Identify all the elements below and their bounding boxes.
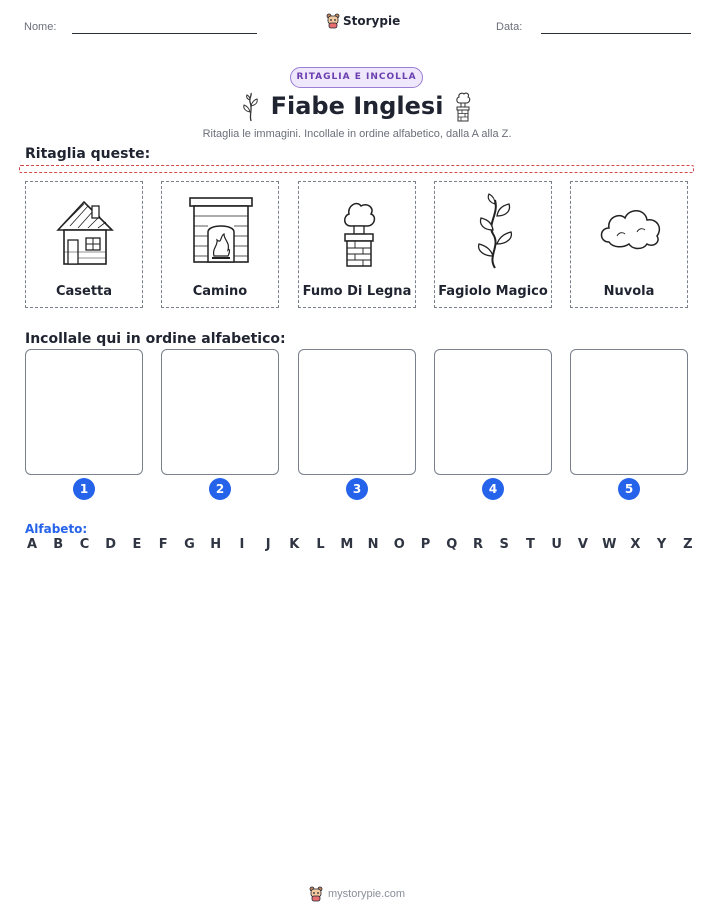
storypie-logo <box>326 13 400 29</box>
paste-section-heading: Incollale qui in ordine alfabetico: <box>25 331 286 347</box>
alphabet-heading: Alfabeto: <box>25 522 88 536</box>
alphabet-letter: T <box>526 537 535 552</box>
cut-card-nuvola[interactable] <box>570 181 688 308</box>
beanstalk-icon <box>457 190 531 272</box>
slot-number: 5 <box>618 478 640 500</box>
alphabet-letter: W <box>602 537 617 552</box>
brand-name: Storypie <box>343 14 401 28</box>
chimney-smoke-icon <box>452 91 474 122</box>
alphabet-letter: Q <box>446 537 458 552</box>
alphabet-letter: E <box>132 537 142 552</box>
cut-card-fumo-di-legna[interactable] <box>298 181 416 308</box>
cut-line <box>19 165 694 173</box>
alphabet-letter: F <box>158 537 168 552</box>
slot-number: 1 <box>73 478 95 500</box>
alphabet-row <box>25 537 695 552</box>
slot-number: 3 <box>346 478 368 500</box>
footer-url[interactable]: mystorypie.com <box>327 888 406 900</box>
name-field[interactable] <box>72 33 257 34</box>
storypie-mascot-icon <box>326 13 340 29</box>
paste-slot-3[interactable] <box>298 349 416 475</box>
cut-section-heading: Ritaglia queste: <box>25 146 151 162</box>
instructions: Ritaglia le immagini. Incollale in ordine alfabetico, dalla A alla Z. <box>202 128 512 140</box>
alphabet-letter: O <box>393 537 405 552</box>
cottage-icon <box>48 190 122 272</box>
slot-number: 4 <box>482 478 504 500</box>
alphabet-letter: J <box>265 537 271 552</box>
alphabet-letter: I <box>239 537 245 552</box>
paste-slot-1[interactable] <box>25 349 143 475</box>
alphabet-letter: S <box>499 537 509 552</box>
footer <box>0 886 714 902</box>
name-label: Nome: <box>24 21 57 33</box>
alphabet-letter: V <box>577 537 588 552</box>
alphabet-letter: R <box>472 537 483 552</box>
alphabet-letter: X <box>630 537 641 552</box>
slot-number: 2 <box>209 478 231 500</box>
alphabet-letter: A <box>26 537 38 552</box>
alphabet-letter: D <box>105 537 117 552</box>
alphabet-letter: Y <box>656 537 667 552</box>
page-title: Fiabe Inglesi <box>270 92 444 120</box>
card-label: Fumo Di Legna <box>302 284 412 299</box>
cloud-icon <box>593 190 667 272</box>
card-label: Fagiolo Magico <box>438 284 548 299</box>
alphabet-letter: M <box>340 537 354 552</box>
paste-slot-4[interactable] <box>434 349 552 475</box>
alphabet-letter: B <box>53 537 64 552</box>
alphabet-letter: Z <box>683 537 693 552</box>
cut-card-fagiolo-magico[interactable] <box>434 181 552 308</box>
alphabet-letter: P <box>420 537 431 552</box>
alphabet-letter: C <box>79 537 90 552</box>
activity-badge: RITAGLIA E INCOLLA <box>290 67 423 88</box>
fireplace-icon <box>184 190 258 272</box>
date-field[interactable] <box>541 33 691 34</box>
cut-card-casetta[interactable] <box>25 181 143 308</box>
alphabet-letter: L <box>316 537 325 552</box>
alphabet-letter: H <box>210 537 222 552</box>
paste-slot-2[interactable] <box>161 349 279 475</box>
alphabet-letter: U <box>551 537 562 552</box>
alphabet-letter: G <box>184 537 195 552</box>
storypie-mascot-icon <box>309 886 323 902</box>
alphabet-letter: N <box>367 537 379 552</box>
date-label: Data: <box>496 21 523 33</box>
alphabet-letter: K <box>289 537 300 552</box>
chimney-smoke-icon <box>321 190 395 272</box>
cut-card-camino[interactable] <box>161 181 279 308</box>
card-label: Nuvola <box>603 284 655 299</box>
card-label: Casetta <box>55 284 113 299</box>
paste-slot-5[interactable] <box>570 349 688 475</box>
card-label: Camino <box>192 284 248 299</box>
